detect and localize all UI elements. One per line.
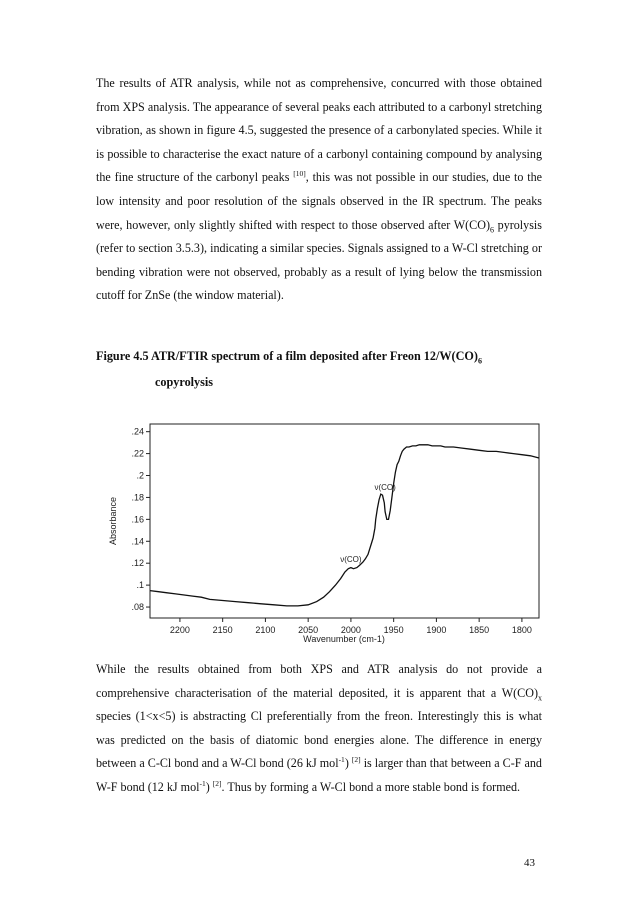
- figure-caption-line1: Figure 4.5 ATR/FTIR spectrum of a film deposited after Freon 12/W(CO): [96, 349, 478, 363]
- y-tick-label: .1: [136, 580, 144, 591]
- x-tick-label: 2100: [255, 625, 276, 635]
- citation-10: [10]: [293, 169, 306, 179]
- absorbance-series-line: [150, 445, 539, 606]
- para2-text-2: species (1<x<5) is abstracting Cl preferentially from the freon. Interestingly this is what was predicted on the basis of diatomic bond energies alone. The difference in energy between a C-Cl bond and a W-Cl bond (26 kJ mol: [96, 709, 542, 771]
- y-axis-label: Absorbance: [108, 496, 118, 546]
- para2-text-4: is larger than that between a C-F and W-F bond (12 kJ mol: [96, 756, 542, 794]
- y-tick-label: .08: [131, 602, 144, 613]
- figure-caption-subscript: 6: [477, 356, 482, 366]
- x-tick-label: 2000: [340, 625, 361, 635]
- para1-text-2: , this was not possible in our studies, due to the low intensity and poor resolution of the signals observed in the IR spectrum. The peaks were, however, only slightly shifted with respect to those observed after W(CO): [96, 170, 542, 232]
- x-tick-label: 2200: [169, 625, 190, 635]
- y-tick-label: .18: [131, 492, 144, 503]
- para2-text-1: While the results obtained from both XPS and ATR analysis do not provide a comprehensive characterisation of the material deposited, it is apparent that a W(CO): [96, 662, 542, 700]
- peak-label-co-2: ν(CO): [374, 482, 396, 492]
- citation-2-b: [2]: [212, 778, 222, 788]
- subscript-6: 6: [490, 224, 494, 234]
- plot-frame: [150, 424, 539, 618]
- subscript-x: x: [538, 693, 542, 702]
- y-tick-label: .14: [131, 536, 144, 547]
- citation-2-a: [2]: [351, 755, 361, 765]
- para2-text-3: ): [344, 756, 352, 771]
- y-tick-label: .16: [131, 514, 144, 525]
- y-tick-label: .22: [131, 448, 144, 459]
- figure-caption: [96, 349, 482, 364]
- atr-ftir-spectrum-chart: [100, 410, 545, 645]
- y-axis-ticks: [131, 427, 150, 612]
- para1-text-1: The results of ATR analysis, while not as comprehensive, concurred with those obtained from XPS analysis. The appearance of several peaks each attributed to a carbonyl stretching vibration, as shown in figure 4.5, suggested the presence of a carbonylated species. While it is possible to characterise the exact nature of a carbonyl containing compound by analysing the fine structure of the carbonyl peaks: [96, 76, 542, 185]
- para2-text-5: ): [205, 779, 213, 794]
- x-tick-label: 1900: [426, 625, 447, 635]
- x-axis-ticks: [170, 618, 532, 635]
- superscript-minus1-b: -1: [199, 778, 206, 788]
- y-tick-label: .12: [131, 558, 144, 569]
- paragraph-conclusion: [96, 658, 542, 800]
- x-tick-label: 1800: [511, 625, 532, 635]
- y-tick-label: .24: [131, 426, 144, 437]
- x-tick-label: 2150: [212, 625, 233, 635]
- x-tick-label: 1850: [469, 625, 490, 635]
- x-axis-label: Wavenumber (cm-1): [303, 634, 385, 644]
- peak-label-co-1: ν(CO): [340, 555, 362, 565]
- x-tick-label: 2050: [298, 625, 319, 635]
- page-number: 43: [524, 857, 535, 869]
- y-tick-label: .2: [136, 470, 144, 481]
- para2-text-6: . Thus by forming a W-Cl bond a more stable bond is formed.: [221, 779, 521, 794]
- superscript-minus1-a: -1: [338, 755, 345, 765]
- para1-text-3: pyrolysis (refer to section 3.5.3), indicating a similar species. Signals assigned to a W-Cl stretching or bending vibration were not observed, probably as a result of lying below the transmission cutoff for ZnSe (the window material).: [96, 217, 542, 303]
- figure-caption-line2: copyrolysis: [155, 375, 214, 389]
- x-tick-label: 1950: [383, 625, 404, 635]
- paragraph-atr-results: [96, 72, 542, 308]
